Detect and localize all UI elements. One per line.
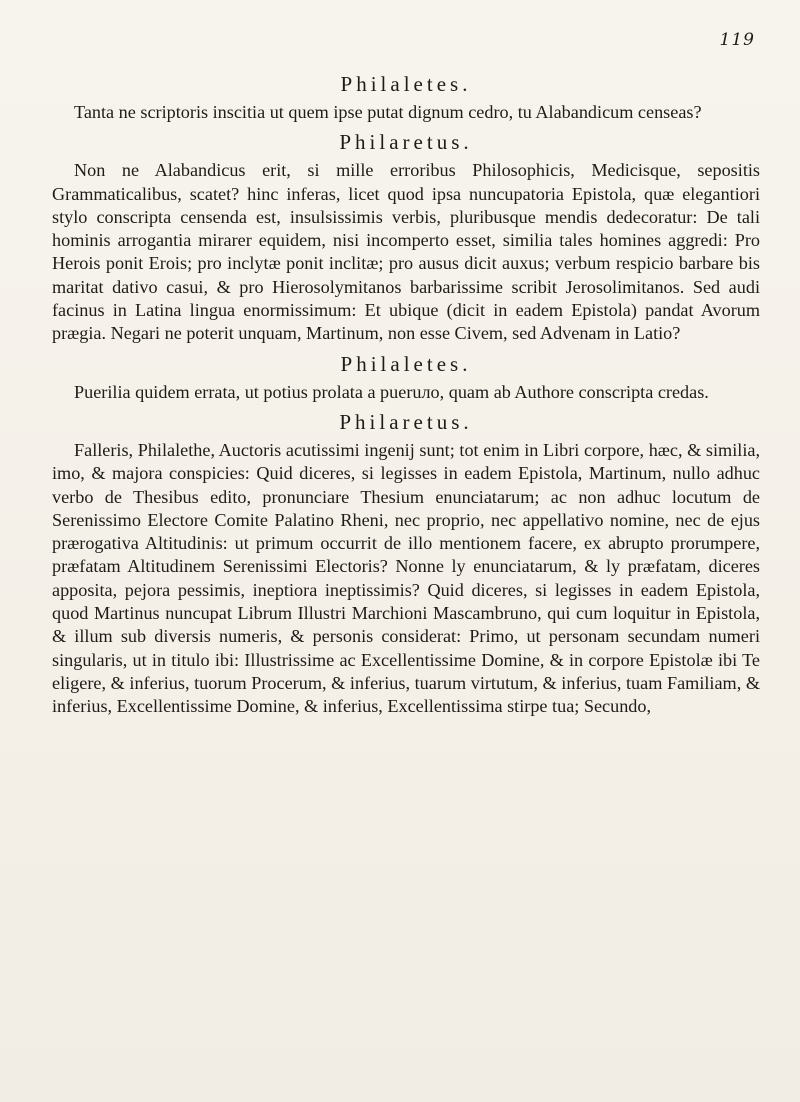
dialogue-paragraph: Puerilia quidem errata, ut potius prolata a pueruло, quam ab Authore conscripta credas. (74, 381, 709, 402)
dialogue-paragraph: Falleris, Philalethe, Auctoris acutissimi ingenij sunt; tot enim in Libri corpore, hæc, & similia, imo, & majora conspicies: Quid diceres, si legisses in eadem Epistola, Martinum, nullo adhuc verbo de Thesibus edito, pronunciare Thesium enunciatarum; ac non adhuc locutum de Serenissimo Electore Comite Palatino Rheni, nec proprio, nec appellativo nomine, nec de ejus prærogativa Altitudinis: ut primum occurrit de illo mentionem facere, ex abrupto prorumpere, præfatam Altitudinem Serenissimi Electoris? Nonne ly enunciatarum, & ly præfatam, diceres apposita, pejora pessimis, ineptiora ineptissimis? Quid diceres, si legisses in eadem Epistola, quod Martinus nuncupat Librum Illustri Marchioni Mascambruno, qui cum loquitur in Epistola, & illum sub diversis numeris, & personis considerat: Primo, ut personam secundam numeri singularis, ut in titulo ibi: Illustrissime ac Excellentissime Domine, & in corpore Epistolæ ibi Te eligere, & inferius, tuorum Procerum, & inferius, tuarum virtutum, & inferius, tuam Familiam, & inferius, Excellentissime Domine, & inferius, Excellentissima stirpe tua; Secundo, (52, 439, 760, 717)
speaker-heading: Philaletes. (340, 72, 472, 96)
speaker-heading: Philaletes. (340, 351, 472, 376)
speaker-heading: Philaretus. (339, 409, 473, 434)
dialogue-paragraph: Tanta ne scriptoris inscitia ut quem ipse putat dignum cedro, tu Alabandicum censeas? (74, 102, 702, 122)
dialogue-paragraph: Non ne Alabandicus erit, si mille erroribus Philosophicis, Medicisque, sepositis Grammaticalibus, scatet? hinc inferas, licet quod ipsa nuncupatoria Epistola, quæ elegantiori stylo conscripta censenda est, insulsissimis verbis, pluribusque mendis dedecoratur: De tali hominis arrogantia mirarer equidem, nisi incomperto esset, similia tales homines aggredi: Pro Herois ponit Erois; pro inclytæ ponit inclitæ; pro ausus dicit auxus; verbum respicio barbare bis maritat dativo casui, & pro Hierosolymitanos barbarissime scribit Jerosolimitanos. Sed audi facinus in Latina lingua enormissimum: Et ubique (dicit in eadem Epistola) pandat Avorum prægia. Negari ne poterit unquam, Martinum, non esse Civem, sed Advenam in Latio? (52, 160, 760, 344)
speaker-heading: Philaretus. (339, 130, 473, 155)
page-number: 119 (719, 30, 755, 50)
